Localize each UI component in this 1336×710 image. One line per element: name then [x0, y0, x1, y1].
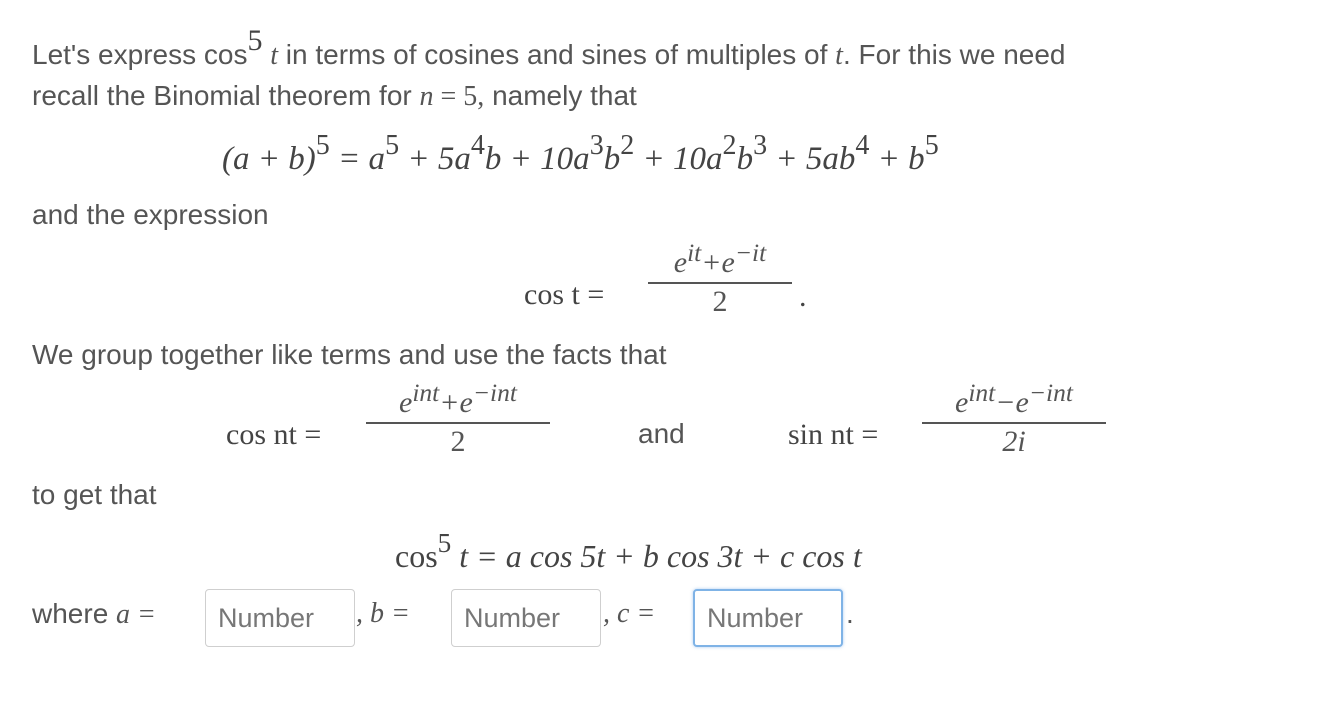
final-rhs: t = a cos 5t + b cos 3t + c cos t: [451, 538, 862, 574]
minus-e: −e: [995, 386, 1029, 419]
cos-t-period: .: [799, 280, 807, 313]
exponent: it: [687, 237, 702, 267]
plus-e: +e: [439, 386, 473, 419]
exponent: 2: [620, 129, 635, 161]
to-get-text: to get that: [32, 479, 157, 510]
sin-nt-numerator: [922, 377, 1106, 419]
plus-e: +e: [701, 246, 735, 279]
exponent: 5: [315, 129, 330, 161]
binomial-term: = a: [329, 141, 386, 177]
and-the-expression-text: and the expression: [32, 199, 269, 230]
b-equals-label: , b =: [356, 598, 410, 629]
sin-nt-label: sin nt =: [788, 418, 879, 451]
binomial-lhs: (a + b): [222, 141, 316, 177]
answer-b-input[interactable]: [451, 589, 601, 647]
exponent: −it: [734, 237, 767, 267]
final-equation: [395, 528, 862, 574]
cos-nt-lhs: [226, 420, 321, 450]
exponent: 5: [437, 528, 452, 559]
binomial-term: b: [736, 141, 754, 177]
where-text: where: [32, 598, 117, 629]
euler-e: e: [673, 246, 688, 279]
sin-nt-denominator: 2i: [1002, 424, 1026, 458]
intro-text-5: namely that: [484, 80, 637, 111]
fraction-bar: [366, 422, 550, 424]
cos-nt-denominator: 2: [450, 424, 466, 458]
fraction-bar: [648, 282, 792, 284]
intro-text-3: . For this we need: [842, 39, 1066, 70]
exponent: 4: [470, 129, 485, 161]
exponent: −int: [1028, 377, 1073, 407]
sin-nt-lhs: [788, 420, 878, 450]
exponent: int: [412, 377, 440, 407]
variable-t: t: [835, 40, 843, 71]
intro-text-1: Let's express cos: [32, 39, 248, 70]
exponent: int: [968, 377, 996, 407]
group-text: We group together like terms and use the facts that: [32, 339, 667, 370]
exponent: 2: [722, 129, 737, 161]
exponent: 3: [753, 129, 768, 161]
cos-t-fraction: [648, 237, 792, 318]
answer-c-input[interactable]: [693, 589, 843, 647]
a-equals: a =: [116, 599, 156, 630]
final-cos: cos: [395, 538, 438, 574]
binomial-term: + 5ab: [767, 141, 856, 177]
equals-five: = 5,: [433, 81, 485, 112]
sin-nt-fraction: [922, 377, 1106, 458]
binomial-term: + 5a: [399, 141, 471, 177]
exponent: −int: [472, 377, 517, 407]
euler-e: e: [955, 386, 969, 419]
cos-t-numerator: [648, 237, 792, 279]
exponent: 5: [247, 24, 263, 57]
intro-text-2: in terms of cosines and sines of multiples of: [278, 39, 836, 70]
where-label: [32, 600, 156, 629]
intro-line-1: [32, 24, 1066, 71]
cos-nt-label: cos nt =: [226, 418, 322, 451]
binomial-term: b: [603, 141, 621, 177]
binomial-term: + 10a: [634, 141, 723, 177]
answer-a-input[interactable]: [205, 589, 355, 647]
answer-period: .: [846, 598, 854, 629]
exponent: 3: [589, 129, 604, 161]
exponent: 4: [855, 129, 870, 161]
binomial-equation: [222, 129, 939, 177]
exponent: 5: [924, 129, 939, 161]
cos-nt-numerator: [366, 377, 550, 419]
intro-line-2: [32, 82, 637, 111]
binomial-term: b + 10a: [484, 141, 590, 177]
cos-t-denominator: 2: [712, 284, 728, 318]
binomial-term: + b: [869, 141, 925, 177]
fraction-bar: [922, 422, 1106, 424]
cos-nt-fraction: [366, 377, 550, 458]
exponent: 5: [385, 129, 400, 161]
variable-n: n: [419, 81, 434, 112]
cos-t-lhs: cos t =: [524, 278, 605, 311]
intro-text-4: recall the Binomial theorem for: [32, 80, 420, 111]
c-equals-label: , c =: [603, 598, 656, 629]
variable-t: t: [270, 40, 279, 71]
euler-e: e: [399, 386, 413, 419]
and-text: and: [638, 418, 685, 449]
